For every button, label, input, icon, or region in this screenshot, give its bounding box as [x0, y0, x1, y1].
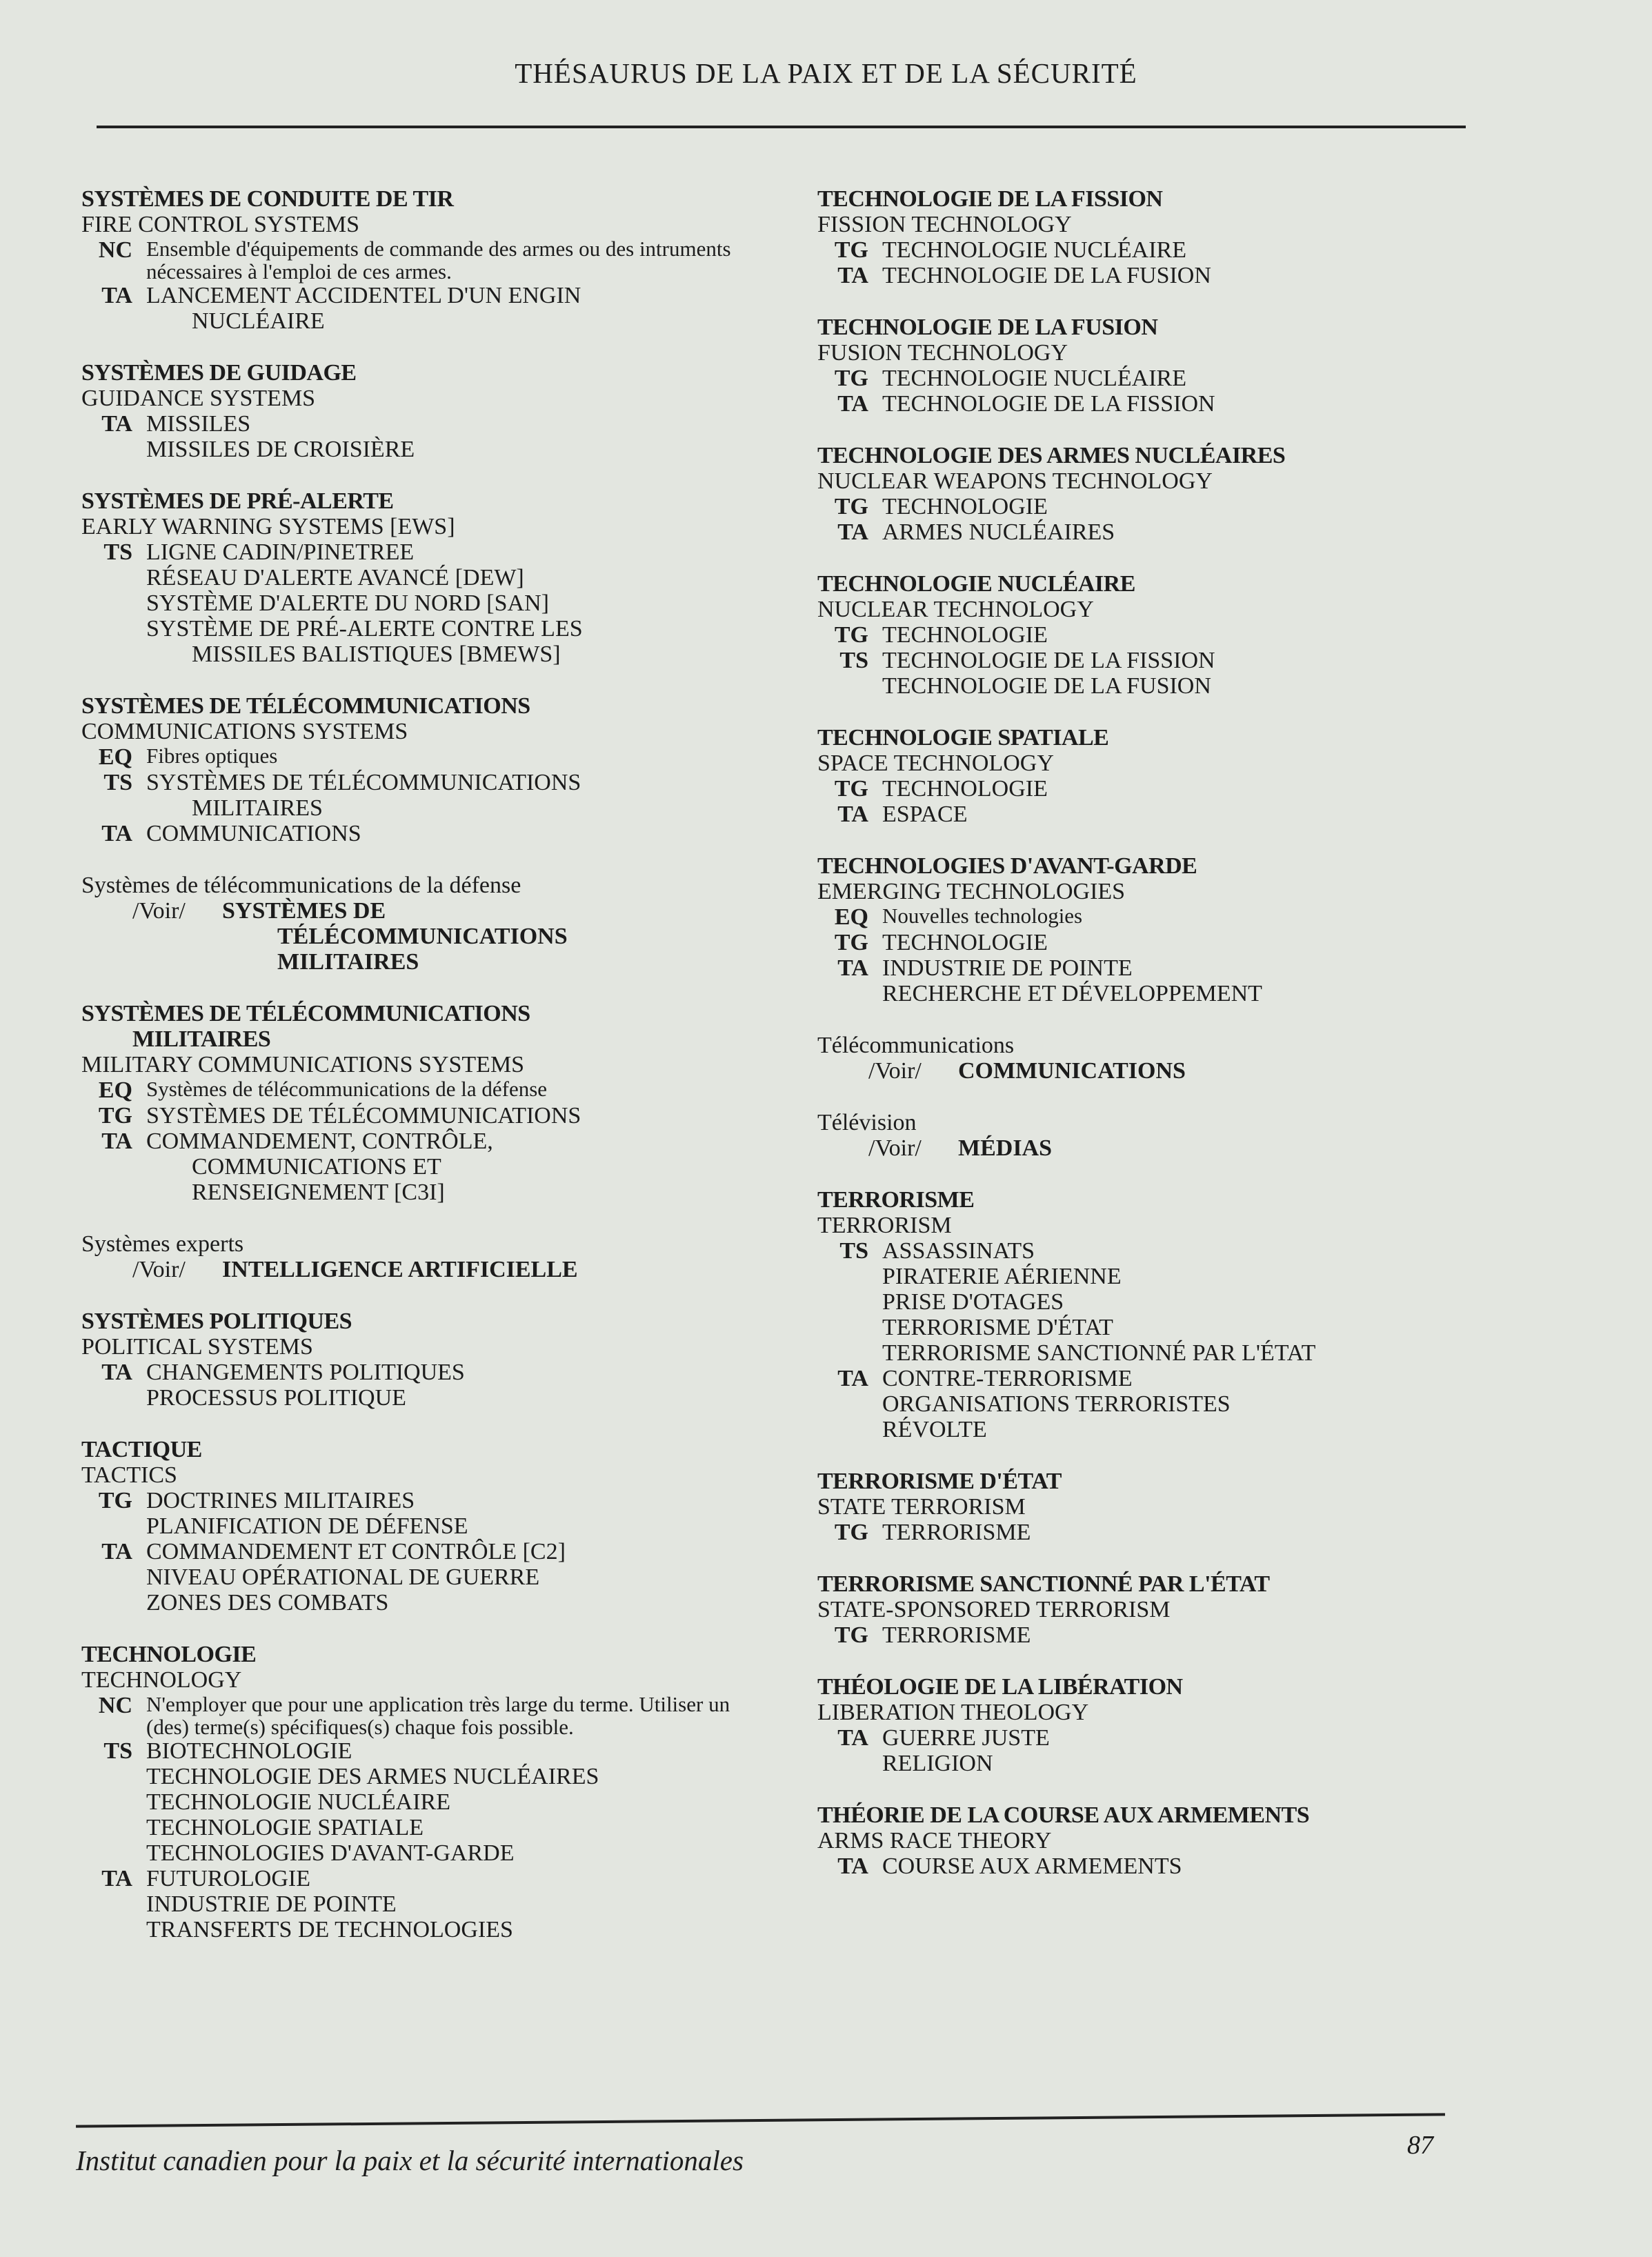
related-term: TERRORISME	[882, 1520, 1031, 1545]
relation-terms	[146, 1103, 771, 1128]
related-term: TRANSFERTS DE TECHNOLOGIES	[146, 1917, 513, 1942]
relation-terms	[882, 494, 1493, 519]
relation-row	[81, 1103, 771, 1128]
entry-english: ARMS RACE THEORY	[817, 1828, 1052, 1853]
voir-row	[81, 898, 771, 975]
related-term: MISSILES	[146, 411, 251, 437]
entry-english: TECHNOLOGY	[81, 1667, 242, 1693]
thesaurus-entry	[817, 853, 1493, 1006]
relation-code: TA	[837, 1853, 868, 1879]
relation-terms	[882, 955, 1493, 1006]
entry-heading: TERRORISME D'ÉTAT	[817, 1469, 1062, 1494]
related-term: RECHERCHE ET DÉVELOPPEMENT	[882, 981, 1262, 1006]
entry-heading: TECHNOLOGIE DE LA FUSION	[817, 315, 1158, 340]
related-term: N'employer que pour une application très large du terme. Utiliser un (des) terme(s) spécifiques(s) chaque fois possible.	[146, 1692, 730, 1739]
non-descriptor-term: Systèmes experts	[81, 1231, 244, 1257]
relation-code: TA	[837, 391, 868, 417]
entry-english: TACTICS	[81, 1462, 177, 1488]
right-column	[817, 186, 1493, 1905]
relation-row	[817, 237, 1493, 263]
voir-target-term: COMMUNICATIONS	[958, 1058, 1186, 1084]
entry-english: NUCLEAR WEAPONS TECHNOLOGY	[817, 468, 1213, 494]
entry-heading: SYSTÈMES DE PRÉ-ALERTE	[81, 488, 394, 514]
relation-row	[81, 1539, 771, 1615]
relation-terms	[882, 622, 1493, 648]
entry-english: FUSION TECHNOLOGY	[817, 340, 1068, 366]
thesaurus-entry	[81, 488, 771, 667]
relation-code: TA	[837, 1725, 868, 1751]
relation-code: TG	[834, 776, 868, 802]
non-descriptor-term: Télécommunications	[817, 1033, 1015, 1058]
left-column	[81, 186, 771, 1969]
relation-row	[817, 622, 1493, 648]
thesaurus-entry	[81, 360, 771, 462]
related-term: RÉVOLTE	[882, 1417, 987, 1442]
relation-row	[81, 237, 771, 283]
relation-note	[146, 1077, 771, 1103]
relation-terms	[882, 802, 1493, 827]
related-term: TECHNOLOGIE	[882, 622, 1048, 648]
relation-code: EQ	[98, 1077, 132, 1103]
see-reference	[81, 1231, 771, 1282]
related-term: TECHNOLOGIE NUCLÉAIRE	[146, 1789, 450, 1815]
entry-heading: TECHNOLOGIE DE LA FISSION	[817, 186, 1163, 212]
related-term: TECHNOLOGIES D'AVANT-GARDE	[146, 1840, 515, 1866]
relation-code: TG	[98, 1103, 132, 1128]
thesaurus-entry	[817, 1802, 1493, 1879]
relation-code: TA	[101, 1539, 132, 1564]
related-term: NIVEAU OPÉRATIONAL DE GUERRE	[146, 1564, 540, 1590]
related-term: TECHNOLOGIE DE LA FISSION	[882, 391, 1215, 417]
relation-code: TA	[101, 411, 132, 437]
entry-heading: SYSTÈMES DE GUIDAGE	[81, 360, 357, 386]
relation-terms	[146, 539, 771, 667]
see-reference	[81, 873, 771, 975]
related-term: COMMUNICATIONS ET	[192, 1154, 441, 1180]
related-term: Systèmes de télécommunications de la défense	[146, 1077, 548, 1101]
voir-target-term: MILITAIRES	[277, 949, 419, 975]
related-term: SYSTÈME D'ALERTE DU NORD [SAN]	[146, 590, 549, 616]
relation-terms	[882, 648, 1493, 699]
related-term: RÉSEAU D'ALERTE AVANCÉ [DEW]	[146, 565, 524, 590]
related-term: ARMES NUCLÉAIRES	[882, 519, 1115, 545]
relation-code: TS	[103, 770, 132, 795]
related-term: COMMANDEMENT, CONTRÔLE,	[146, 1128, 493, 1154]
relation-code: TA	[101, 1360, 132, 1385]
relation-code: NC	[98, 1693, 132, 1718]
entry-heading: SYSTÈMES DE TÉLÉCOMMUNICATIONS	[81, 693, 530, 719]
related-term: Fibres optiques	[146, 744, 278, 768]
entry-heading: SYSTÈMES DE CONDUITE DE TIR	[81, 186, 454, 212]
relation-terms	[146, 770, 771, 821]
relation-terms	[882, 237, 1493, 263]
voir-target-term: MÉDIAS	[958, 1135, 1053, 1161]
related-term: ORGANISATIONS TERRORISTES	[882, 1391, 1231, 1417]
related-term: GUERRE JUSTE	[882, 1725, 1050, 1751]
related-term: INDUSTRIE DE POINTE	[882, 955, 1133, 981]
related-term: TECHNOLOGIE DE LA FUSION	[882, 263, 1211, 288]
page-number: 87	[1407, 2131, 1433, 2160]
relation-code: TS	[103, 539, 132, 565]
entry-english: STATE-SPONSORED TERRORISM	[817, 1597, 1171, 1622]
relation-row	[817, 930, 1493, 955]
related-term: CHANGEMENTS POLITIQUES	[146, 1360, 465, 1385]
related-term: BIOTECHNOLOGIE	[146, 1738, 352, 1764]
entry-heading: MILITAIRES	[132, 1026, 271, 1052]
relation-code: TA	[837, 519, 868, 545]
relation-code: EQ	[834, 904, 868, 930]
relation-code: NC	[98, 237, 132, 263]
relation-code: TG	[834, 930, 868, 955]
relation-row	[81, 1077, 771, 1103]
relation-row	[81, 744, 771, 770]
voir-target	[222, 1257, 578, 1282]
related-term: TECHNOLOGIE DES ARMES NUCLÉAIRES	[146, 1764, 599, 1789]
relation-row	[817, 1622, 1493, 1648]
relation-code: TG	[834, 622, 868, 648]
entry-heading: TACTIQUE	[81, 1437, 202, 1462]
relation-terms	[882, 1366, 1493, 1442]
related-term: Ensemble d'équipements de commande des armes ou des intruments nécessaires à l'emploi de ces armes.	[146, 237, 731, 284]
entry-english: TERRORISM	[817, 1213, 952, 1238]
relation-terms	[146, 1539, 771, 1615]
entry-english: SPACE TECHNOLOGY	[817, 750, 1054, 776]
relation-terms	[146, 1360, 771, 1411]
entry-english: LIBERATION THEOLOGY	[817, 1700, 1089, 1725]
relation-note	[146, 237, 771, 283]
relation-row	[81, 1738, 771, 1866]
relation-code: TA	[101, 283, 132, 308]
relation-terms	[882, 519, 1493, 545]
entry-heading: THÉORIE DE LA COURSE AUX ARMEMENTS	[817, 1802, 1310, 1828]
related-term: SYSTÈMES DE TÉLÉCOMMUNICATIONS	[146, 770, 581, 795]
related-term: TECHNOLOGIE	[882, 776, 1048, 802]
thesaurus-entry	[817, 1674, 1493, 1776]
thesaurus-entry	[817, 186, 1493, 288]
relation-code: TA	[101, 821, 132, 846]
footer-publisher: Institut canadien pour la paix et la sécurité internationales	[76, 2145, 744, 2176]
thesaurus-entry	[817, 1469, 1493, 1545]
relation-terms	[882, 1520, 1493, 1545]
entry-heading: SYSTÈMES POLITIQUES	[81, 1309, 352, 1334]
related-term: INDUSTRIE DE POINTE	[146, 1891, 397, 1917]
relation-terms	[146, 821, 771, 846]
entry-english: STATE TERRORISM	[817, 1494, 1026, 1520]
relation-row	[81, 770, 771, 821]
related-term: LANCEMENT ACCIDENTEL D'UN ENGIN	[146, 283, 581, 308]
entry-heading: TECHNOLOGIE NUCLÉAIRE	[817, 571, 1135, 597]
related-term: NUCLÉAIRE	[192, 308, 325, 334]
relation-row	[817, 648, 1493, 699]
relation-terms	[146, 1866, 771, 1942]
thesaurus-entry	[817, 571, 1493, 699]
related-term: TERRORISME	[882, 1622, 1031, 1648]
related-term: SYSTÈME DE PRÉ-ALERTE CONTRE LES	[146, 616, 583, 642]
thesaurus-entry	[81, 1642, 771, 1942]
related-term: TECHNOLOGIE DE LA FISSION	[882, 648, 1215, 673]
related-term: MISSILES DE CROISIÈRE	[146, 437, 415, 462]
relation-code: EQ	[98, 744, 132, 770]
entry-heading: TERRORISME	[817, 1187, 975, 1213]
relation-terms	[882, 263, 1493, 288]
relation-code: TA	[837, 1366, 868, 1391]
relation-terms	[146, 1128, 771, 1205]
entry-heading: TERRORISME SANCTIONNÉ PAR L'ÉTAT	[817, 1571, 1270, 1597]
relation-code: TA	[837, 263, 868, 288]
relation-terms	[882, 776, 1493, 802]
relation-code: TG	[834, 494, 868, 519]
relation-row	[817, 263, 1493, 288]
relation-row	[81, 1128, 771, 1205]
thesaurus-entry	[817, 1187, 1493, 1442]
related-term: RENSEIGNEMENT [C3I]	[192, 1180, 445, 1205]
related-term: PRISE D'OTAGES	[882, 1289, 1064, 1315]
voir-target	[958, 1058, 1186, 1084]
relation-code: TG	[834, 1622, 868, 1648]
relation-row	[81, 1488, 771, 1539]
related-term: TECHNOLOGIE SPATIALE	[146, 1815, 424, 1840]
related-term: ESPACE	[882, 802, 968, 827]
relation-row	[817, 776, 1493, 802]
related-term: SYSTÈMES DE TÉLÉCOMMUNICATIONS	[146, 1103, 581, 1128]
related-term: TECHNOLOGIE	[882, 930, 1048, 955]
related-term: COURSE AUX ARMEMENTS	[882, 1853, 1182, 1879]
thesaurus-entry	[817, 1571, 1493, 1648]
relation-row	[81, 1866, 771, 1942]
entry-english: GUIDANCE SYSTEMS	[81, 386, 316, 411]
relation-terms	[882, 366, 1493, 391]
related-term: MISSILES BALISTIQUES [BMEWS]	[192, 642, 561, 667]
relation-terms	[146, 411, 771, 462]
related-term: ZONES DES COMBATS	[146, 1590, 389, 1615]
entry-english: EMERGING TECHNOLOGIES	[817, 879, 1126, 904]
related-term: COMMUNICATIONS	[146, 821, 361, 846]
voir-row	[817, 1058, 1493, 1084]
relation-code: TG	[834, 237, 868, 263]
relation-row	[81, 411, 771, 462]
entry-english: POLITICAL SYSTEMS	[81, 1334, 313, 1360]
relation-note	[146, 744, 771, 770]
voir-target-term: SYSTÈMES DE	[222, 898, 386, 924]
relation-row	[81, 1360, 771, 1411]
voir-target	[958, 1135, 1052, 1161]
relation-code: TA	[101, 1128, 132, 1154]
voir-row	[817, 1135, 1493, 1161]
relation-row	[817, 1366, 1493, 1442]
entry-english: FIRE CONTROL SYSTEMS	[81, 212, 360, 237]
relation-terms	[882, 1622, 1493, 1648]
entry-english: FISSION TECHNOLOGY	[817, 212, 1072, 237]
footer-rule	[76, 2113, 1445, 2127]
related-term: COMMANDEMENT ET CONTRÔLE [C2]	[146, 1539, 566, 1564]
relation-terms	[882, 1725, 1493, 1776]
page-title: THÉSAURUS DE LA PAIX ET DE LA SÉCURITÉ	[515, 57, 1137, 89]
related-term: PROCESSUS POLITIQUE	[146, 1385, 406, 1411]
relation-terms	[146, 1488, 771, 1539]
voir-target-term: INTELLIGENCE ARTIFICIELLE	[222, 1257, 578, 1282]
related-term: FUTUROLOGIE	[146, 1866, 310, 1891]
thesaurus-entry	[81, 1001, 771, 1205]
relation-terms	[146, 1738, 771, 1866]
non-descriptor-term: Télévision	[817, 1110, 917, 1135]
entry-english: COMMUNICATIONS SYSTEMS	[81, 719, 408, 744]
thesaurus-entry	[81, 1309, 771, 1411]
see-reference	[817, 1033, 1493, 1084]
relation-row	[817, 1520, 1493, 1545]
relation-terms	[146, 283, 771, 334]
voir-target	[222, 898, 568, 975]
see-reference	[817, 1110, 1493, 1161]
relation-code: TA	[837, 955, 868, 981]
related-term: PIRATERIE AÉRIENNE	[882, 1264, 1122, 1289]
relation-note	[882, 904, 1493, 930]
relation-terms	[882, 930, 1493, 955]
relation-code: TG	[834, 1520, 868, 1545]
relation-row	[817, 494, 1493, 519]
thesaurus-entry	[817, 725, 1493, 827]
thesaurus-entry	[81, 186, 771, 334]
voir-label: /Voir/	[868, 1058, 922, 1084]
relation-row	[817, 904, 1493, 930]
related-term: MILITAIRES	[192, 795, 323, 821]
relation-code: TG	[98, 1488, 132, 1513]
relation-note	[146, 1693, 771, 1738]
relation-terms	[882, 391, 1493, 417]
entry-heading: TECHNOLOGIES D'AVANT-GARDE	[817, 853, 1197, 879]
related-term: Nouvelles technologies	[882, 904, 1083, 928]
related-term: ASSASSINATS	[882, 1238, 1035, 1264]
thesaurus-entry	[81, 1437, 771, 1615]
relation-row	[81, 539, 771, 667]
voir-label: /Voir/	[868, 1135, 922, 1161]
relation-row	[817, 1238, 1493, 1366]
voir-row	[81, 1257, 771, 1282]
relation-code: TS	[839, 1238, 868, 1264]
related-term: CONTRE-TERRORISME	[882, 1366, 1133, 1391]
entry-heading: TECHNOLOGIE DES ARMES NUCLÉAIRES	[817, 443, 1286, 468]
relation-terms	[882, 1238, 1493, 1366]
relation-terms	[882, 1853, 1493, 1879]
related-term: DOCTRINES MILITAIRES	[146, 1488, 415, 1513]
entry-heading: TECHNOLOGIE SPATIALE	[817, 725, 1109, 750]
thesaurus-entry	[817, 443, 1493, 545]
header-rule	[97, 126, 1466, 128]
entry-heading: TECHNOLOGIE	[81, 1642, 257, 1667]
related-term: PLANIFICATION DE DÉFENSE	[146, 1513, 468, 1539]
voir-target-term: TÉLÉCOMMUNICATIONS	[277, 924, 568, 949]
relation-row	[817, 1853, 1493, 1879]
related-term: TECHNOLOGIE	[882, 494, 1048, 519]
voir-label: /Voir/	[132, 898, 186, 924]
relation-row	[817, 366, 1493, 391]
related-term: LIGNE CADIN/PINETREE	[146, 539, 415, 565]
entry-english: EARLY WARNING SYSTEMS [EWS]	[81, 514, 455, 539]
thesaurus-entry	[81, 693, 771, 846]
voir-label: /Voir/	[132, 1257, 186, 1282]
related-term: TECHNOLOGIE DE LA FUSION	[882, 673, 1211, 699]
entry-heading: SYSTÈMES DE TÉLÉCOMMUNICATIONS	[81, 1001, 530, 1026]
relation-row	[81, 821, 771, 846]
relation-row	[81, 283, 771, 334]
related-term: TERRORISME D'ÉTAT	[882, 1315, 1113, 1340]
relation-code: TA	[837, 802, 868, 827]
relation-row	[817, 391, 1493, 417]
related-term: TERRORISME SANCTIONNÉ PAR L'ÉTAT	[882, 1340, 1316, 1366]
entry-heading: THÉOLOGIE DE LA LIBÉRATION	[817, 1674, 1183, 1700]
relation-code: TA	[101, 1866, 132, 1891]
relation-code: TS	[103, 1738, 132, 1764]
entry-english: NUCLEAR TECHNOLOGY	[817, 597, 1094, 622]
non-descriptor-term: Systèmes de télécommunications de la défense	[81, 873, 521, 898]
relation-row	[817, 519, 1493, 545]
relation-code: TG	[834, 366, 868, 391]
related-term: TECHNOLOGIE NUCLÉAIRE	[882, 237, 1186, 263]
relation-row	[817, 955, 1493, 1006]
relation-row	[81, 1693, 771, 1738]
related-term: TECHNOLOGIE NUCLÉAIRE	[882, 366, 1186, 391]
entry-english: MILITARY COMMUNICATIONS SYSTEMS	[81, 1052, 525, 1077]
relation-row	[817, 1725, 1493, 1776]
related-term: RELIGION	[882, 1751, 993, 1776]
thesaurus-entry	[817, 315, 1493, 417]
relation-row	[817, 802, 1493, 827]
relation-code: TS	[839, 648, 868, 673]
